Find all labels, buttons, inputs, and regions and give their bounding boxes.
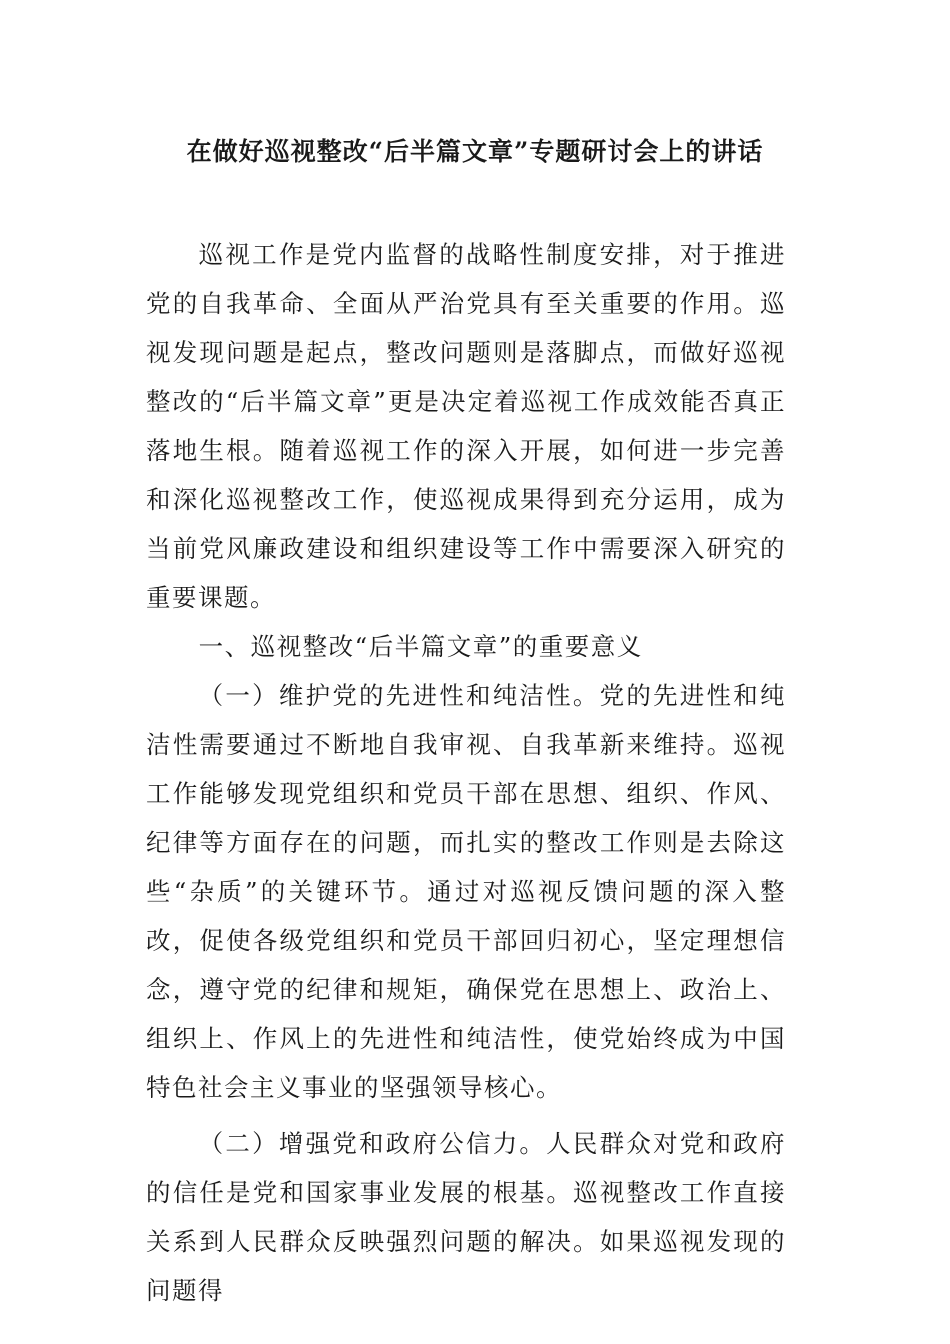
document-title: 在做好巡视整改“后半篇文章”专题研讨会上的讲话 — [186, 137, 764, 166]
document-body — [146, 230, 786, 1315]
paragraph-point-2: （二）增强党和政府公信力。人民群众对党和政府的信任是党和国家事业发展的根基。巡视整改工作直接关系到人民群众反映强烈问题的解决。如果巡视发现的问题得 — [146, 1129, 786, 1305]
paragraph-intro: 巡视工作是党内监督的战略性制度安排，对于推进党的自我革命、全面从严治党具有至关重要的作用。巡视发现问题是起点，整改问题则是落脚点，而做好巡视整改的“后半篇文章”更是决定着巡视工作成效能否真正落地生根。随着巡视工作的深入开展，如何进一步完善和深化巡视整改工作，使巡视成果得到充分运用，成为当前党风廉政建设和组织建设等工作中需要深入研究的重要课题。 — [146, 240, 786, 612]
paragraph-point-1: （一）维护党的先进性和纯洁性。党的先进性和纯洁性需要通过不断地自我审视、自我革新来维持。巡视工作能够发现党组织和党员干部在思想、组织、作风、纪律等方面存在的问题，而扎实的整改工作则是去除这些“杂质”的关键环节。通过对巡视反馈问题的深入整改，促使各级党组织和党员干部回归初心，坚定理想信念，遵守党的纪律和规矩，确保党在思想上、政治上、组织上、作风上的先进性和纯洁性，使党始终成为中国特色社会主义事业的坚强领导核心。 — [146, 681, 786, 1102]
section-heading-1: 一、巡视整改“后半篇文章”的重要意义 — [198, 632, 643, 661]
